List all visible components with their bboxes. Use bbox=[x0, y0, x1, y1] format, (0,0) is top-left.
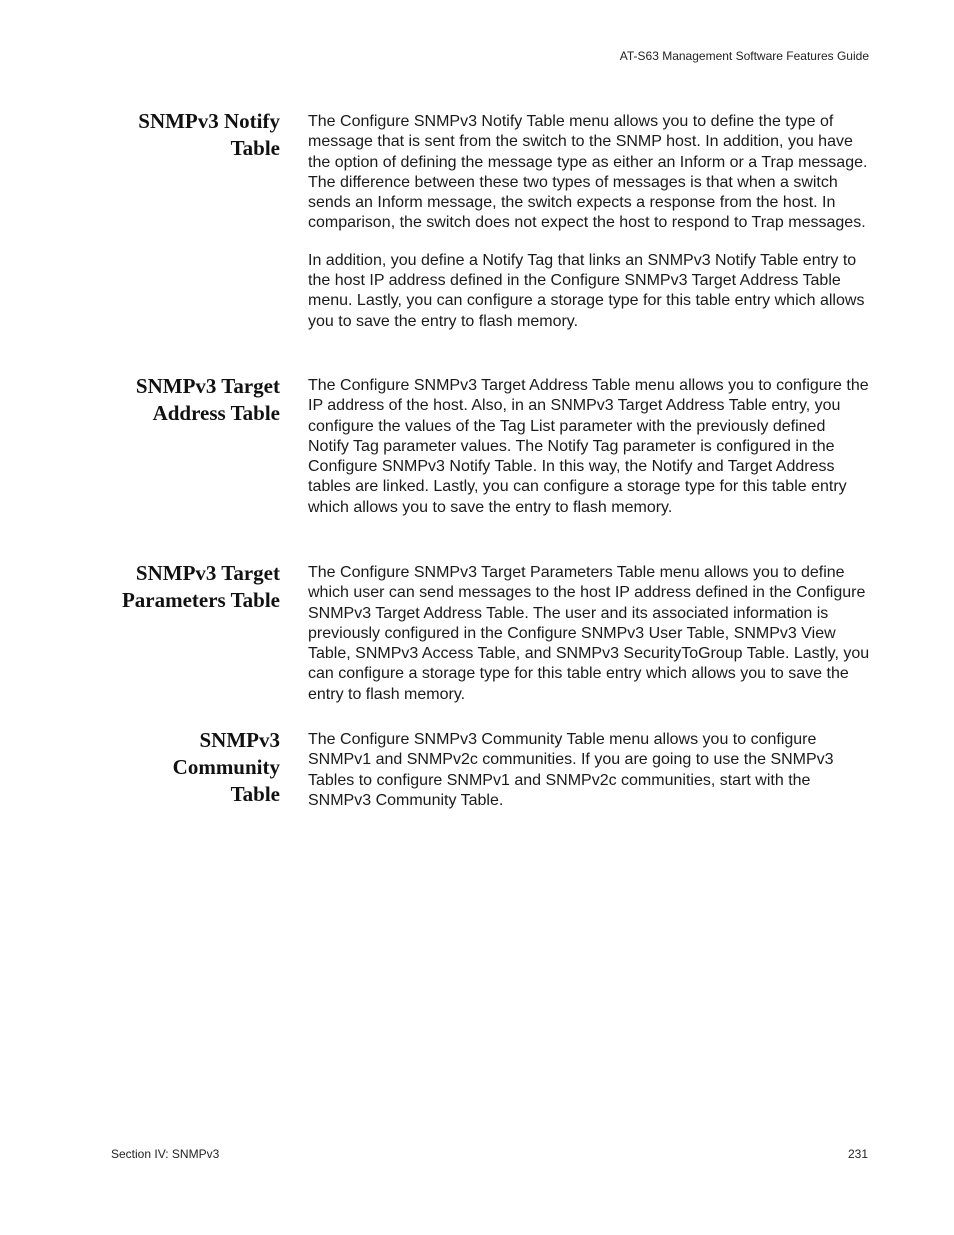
body-paragraph: In addition, you define a Notify Tag that links an SNMPv3 Notify Table entry to the host IP address defined in the Configure SNMPv3 Target Address Table menu. Lastly, you can configure a storage type for this table entry which allows you to save the entry to flash memory. bbox=[308, 251, 865, 330]
heading-line: SNMPv3 bbox=[199, 728, 280, 752]
heading-line: Community bbox=[172, 755, 280, 779]
heading-line: Table bbox=[230, 136, 280, 160]
section-heading bbox=[80, 727, 280, 808]
heading-line: SNMPv3 Target bbox=[135, 374, 280, 398]
heading-line: Parameters Table bbox=[121, 588, 280, 612]
section-body bbox=[308, 112, 870, 349]
heading-line: SNMPv3 Target bbox=[135, 561, 280, 585]
section-heading bbox=[80, 373, 280, 427]
footer-section-label: Section IV: SNMPv3 bbox=[111, 1147, 220, 1161]
section-body bbox=[308, 376, 870, 535]
body-paragraph: The Configure SNMPv3 Notify Table menu allows you to define the type of message that is sent from the switch to the SNMP host. In addition, you have the option of defining the message type as either an Inform or a Trap message. The difference between these two types of messages is that when a switch sends an Inform message, the switch expects a response from the host. In comparison, the switch does not expect the host to respond to Trap messages. bbox=[308, 113, 868, 232]
heading-line: Table bbox=[230, 782, 280, 806]
section-body bbox=[308, 563, 870, 722]
footer-page-number: 231 bbox=[847, 1147, 868, 1161]
section-heading bbox=[80, 108, 280, 162]
heading-line: Address Table bbox=[152, 401, 280, 425]
body-paragraph: The Configure SNMPv3 Target Address Table menu allows you to configure the IP address of the host. Also, in an SNMPv3 Target Address Table entry, you configure the values of the Tag List parameter with the previously defined Notify Tag parameter values. The Notify Tag parameter is configured in the Configure SNMPv3 Notify Table. In this way, the Notify and Target Address tables are linked. Lastly, you can configure a storage type for this table entry which allows you to save the entry to flash memory. bbox=[308, 377, 869, 516]
running-header: AT-S63 Management Software Features Guide bbox=[619, 49, 869, 63]
section-body bbox=[308, 730, 870, 828]
body-paragraph: The Configure SNMPv3 Community Table menu allows you to configure SNMPv1 and SNMPv2c communities. If you are going to use the SNMPv3 Tables to configure SNMPv1 and SNMPv2c communities, start with the SNMPv3 Community Table. bbox=[308, 731, 834, 809]
heading-line: SNMPv3 Notify bbox=[138, 109, 280, 133]
body-paragraph: The Configure SNMPv3 Target Parameters Table menu allows you to define which user can send messages to the host IP address defined in the Configure SNMPv3 Target Address Table. The user and its associated information is previously configured in the Configure SNMPv3 User Table, SNMPv3 View Table, SNMPv3 Access Table, and SNMPv3 SecurityToGroup Table. Lastly, you can configure a storage type for this table entry which allows you to save the entry to flash memory. bbox=[308, 564, 870, 703]
section-heading bbox=[80, 560, 280, 614]
